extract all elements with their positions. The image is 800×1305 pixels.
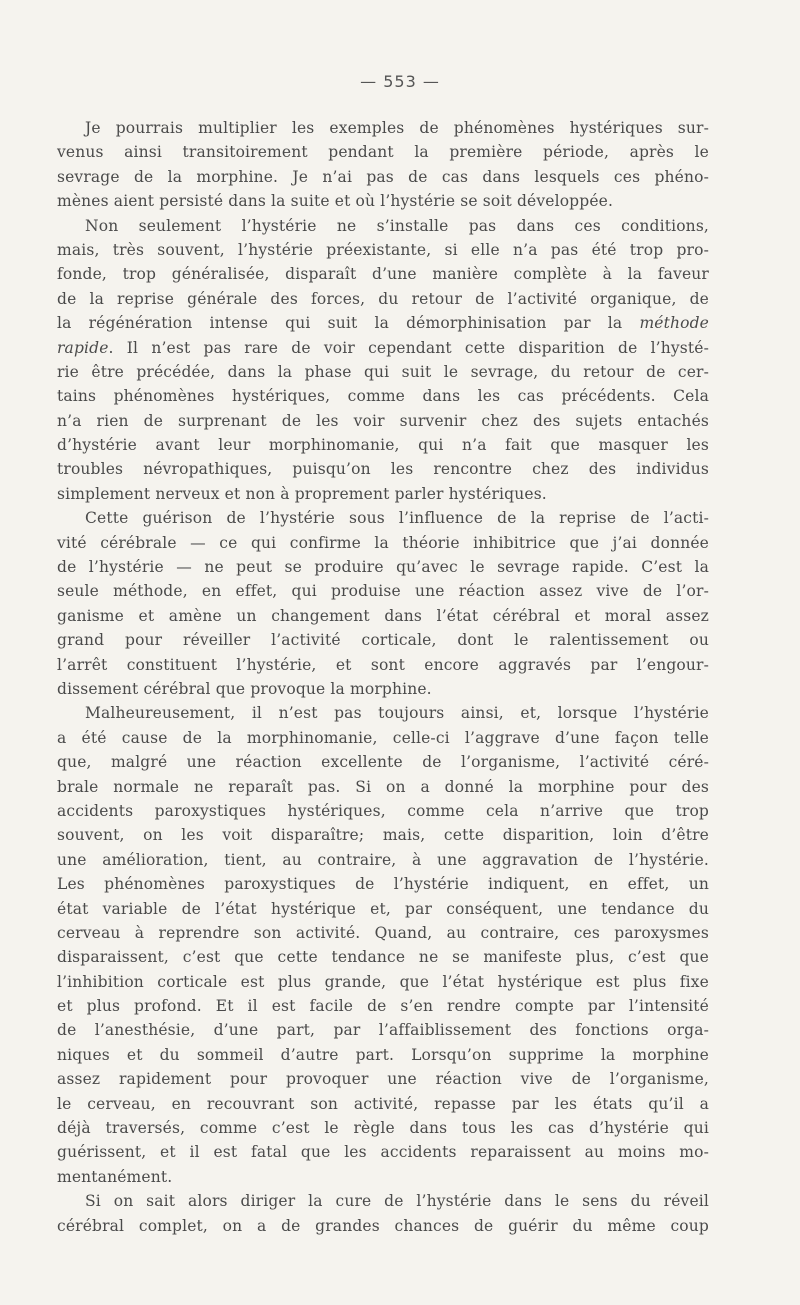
text-line: que, malgré une réaction excellente de l’organisme, l’activité céré-	[57, 753, 709, 772]
text-segment: la régénération intense qui suit la démorphinisation par la	[57, 314, 640, 333]
text-line: Malheureusement, il n’est pas toujours ainsi, et, lorsque l’hystérie	[85, 704, 709, 723]
text-line: troubles névropathiques, puisqu’on les rencontre chez des individus	[57, 460, 709, 479]
body-text	[57, 116, 709, 1238]
text-line: fonde, trop généralisée, disparaît d’une manière complète à la faveur	[57, 265, 709, 284]
text-line: et plus profond. Et il est facile de s’en rendre compte par l’intensité	[57, 997, 709, 1016]
text-line: l’arrêt constituent l’hystérie, et sont encore aggravés par l’engour-	[57, 655, 709, 674]
text-line: l’inhibition corticale est plus grande, que l’état hystérique est plus fixe	[57, 972, 709, 991]
text-line: rie être précédée, dans la phase qui suit le sevrage, du retour de cer-	[57, 362, 709, 381]
text-line: mènes aient persisté dans la suite et où l’hystérie se soit développée.	[57, 192, 614, 211]
italic-segment: méthode	[639, 314, 709, 333]
text-line: assez rapidement pour provoquer une réaction vive de l’organisme,	[57, 1070, 709, 1089]
text-line: cérébral complet, on a de grandes chances de guérir du même coup	[57, 1216, 709, 1235]
text-line: de l’hystérie — ne peut se produire qu’avec le sevrage rapide. C’est la	[57, 558, 709, 577]
text-line: disparaissent, c’est que cette tendance ne se manifeste plus, c’est que	[57, 948, 709, 967]
text-line: niques et du sommeil d’autre part. Lorsqu’on supprime la morphine	[57, 1045, 709, 1064]
text-line: Je pourrais multiplier les exemples de phénomènes hystériques sur-	[85, 119, 709, 137]
text-line: déjà traversés, comme c’est le règle dans tous les cas d’hystérie qui	[57, 1119, 709, 1138]
text-line: mentanément.	[57, 1167, 173, 1186]
text-line: d’hystérie avant leur morphinomanie, qui n’a fait que masquer les	[57, 436, 709, 455]
text-line	[57, 311, 709, 335]
text-line: ganisme et amène un changement dans l’état cérébral et moral assez	[57, 606, 709, 625]
text-segment: . Il n’est pas rare de voir cependant cette disparition de l’hysté-	[108, 338, 709, 357]
text-line: le cerveau, en recouvrant son activité, repasse par les états qu’il a	[57, 1094, 709, 1113]
text-line: souvent, on les voit disparaître; mais, cette disparition, loin d’être	[57, 826, 709, 845]
text-line: cerveau à reprendre son activité. Quand, au contraire, ces paroxysmes	[57, 923, 709, 942]
text-line: Cette guérison de l’hystérie sous l’influence de la reprise de l’acti-	[85, 509, 709, 528]
text-line: simplement nerveux et non à proprement parler hystériques.	[57, 484, 547, 503]
text-line: Non seulement l’hystérie ne s’installe pas dans ces conditions,	[85, 216, 709, 235]
text-line: grand pour réveiller l’activité corticale, dont le ralentissement ou	[57, 631, 709, 650]
text-line: état variable de l’état hystérique et, par conséquent, une tendance du	[57, 899, 709, 918]
text-line: de l’anesthésie, d’une part, par l’affaiblissement des fonctions orga-	[57, 1021, 709, 1040]
text-line: seule méthode, en effet, qui produise une réaction assez vive de l’or-	[57, 582, 709, 601]
text-line: sevrage de la morphine. Je n’ai pas de cas dans lesquels ces phéno-	[57, 167, 709, 186]
text-line: vité cérébrale — ce qui confirme la théorie inhibitrice que j’ai donnée	[57, 533, 709, 552]
text-line: accidents paroxystiques hystériques, comme cela n’arrive que trop	[57, 801, 709, 820]
page-number: — 553 —	[360, 72, 440, 91]
text-line: dissement cérébral que provoque la morphine.	[57, 679, 432, 698]
text-line: Si on sait alors diriger la cure de l’hystérie dans le sens du réveil	[85, 1192, 709, 1211]
italic-segment: rapide	[57, 338, 109, 357]
text-line: venus ainsi transitoirement pendant la première période, après le	[57, 143, 709, 162]
text-line	[57, 336, 709, 360]
text-line: n’a rien de surprenant de les voir survenir chez des sujets entachés	[57, 411, 709, 430]
text-line: de la reprise générale des forces, du retour de l’activité organique, de	[57, 289, 709, 308]
text-line: mais, très souvent, l’hystérie préexistante, si elle n’a pas été trop pro-	[57, 240, 709, 259]
text-line: a été cause de la morphinomanie, celle-ci l’aggrave d’une façon telle	[57, 728, 709, 747]
text-line: Les phénomènes paroxystiques de l’hystérie indiquent, en effet, un	[57, 875, 709, 894]
text-line: tains phénomènes hystériques, comme dans les cas précédents. Cela	[57, 387, 709, 406]
text-line: guérissent, et il est fatal que les accidents reparaissent au moins mo-	[57, 1143, 709, 1162]
text-line: brale normale ne reparaît pas. Si on a donné la morphine pour des	[57, 777, 709, 796]
text-line: une amélioration, tient, au contraire, à une aggravation de l’hystérie.	[57, 850, 709, 869]
